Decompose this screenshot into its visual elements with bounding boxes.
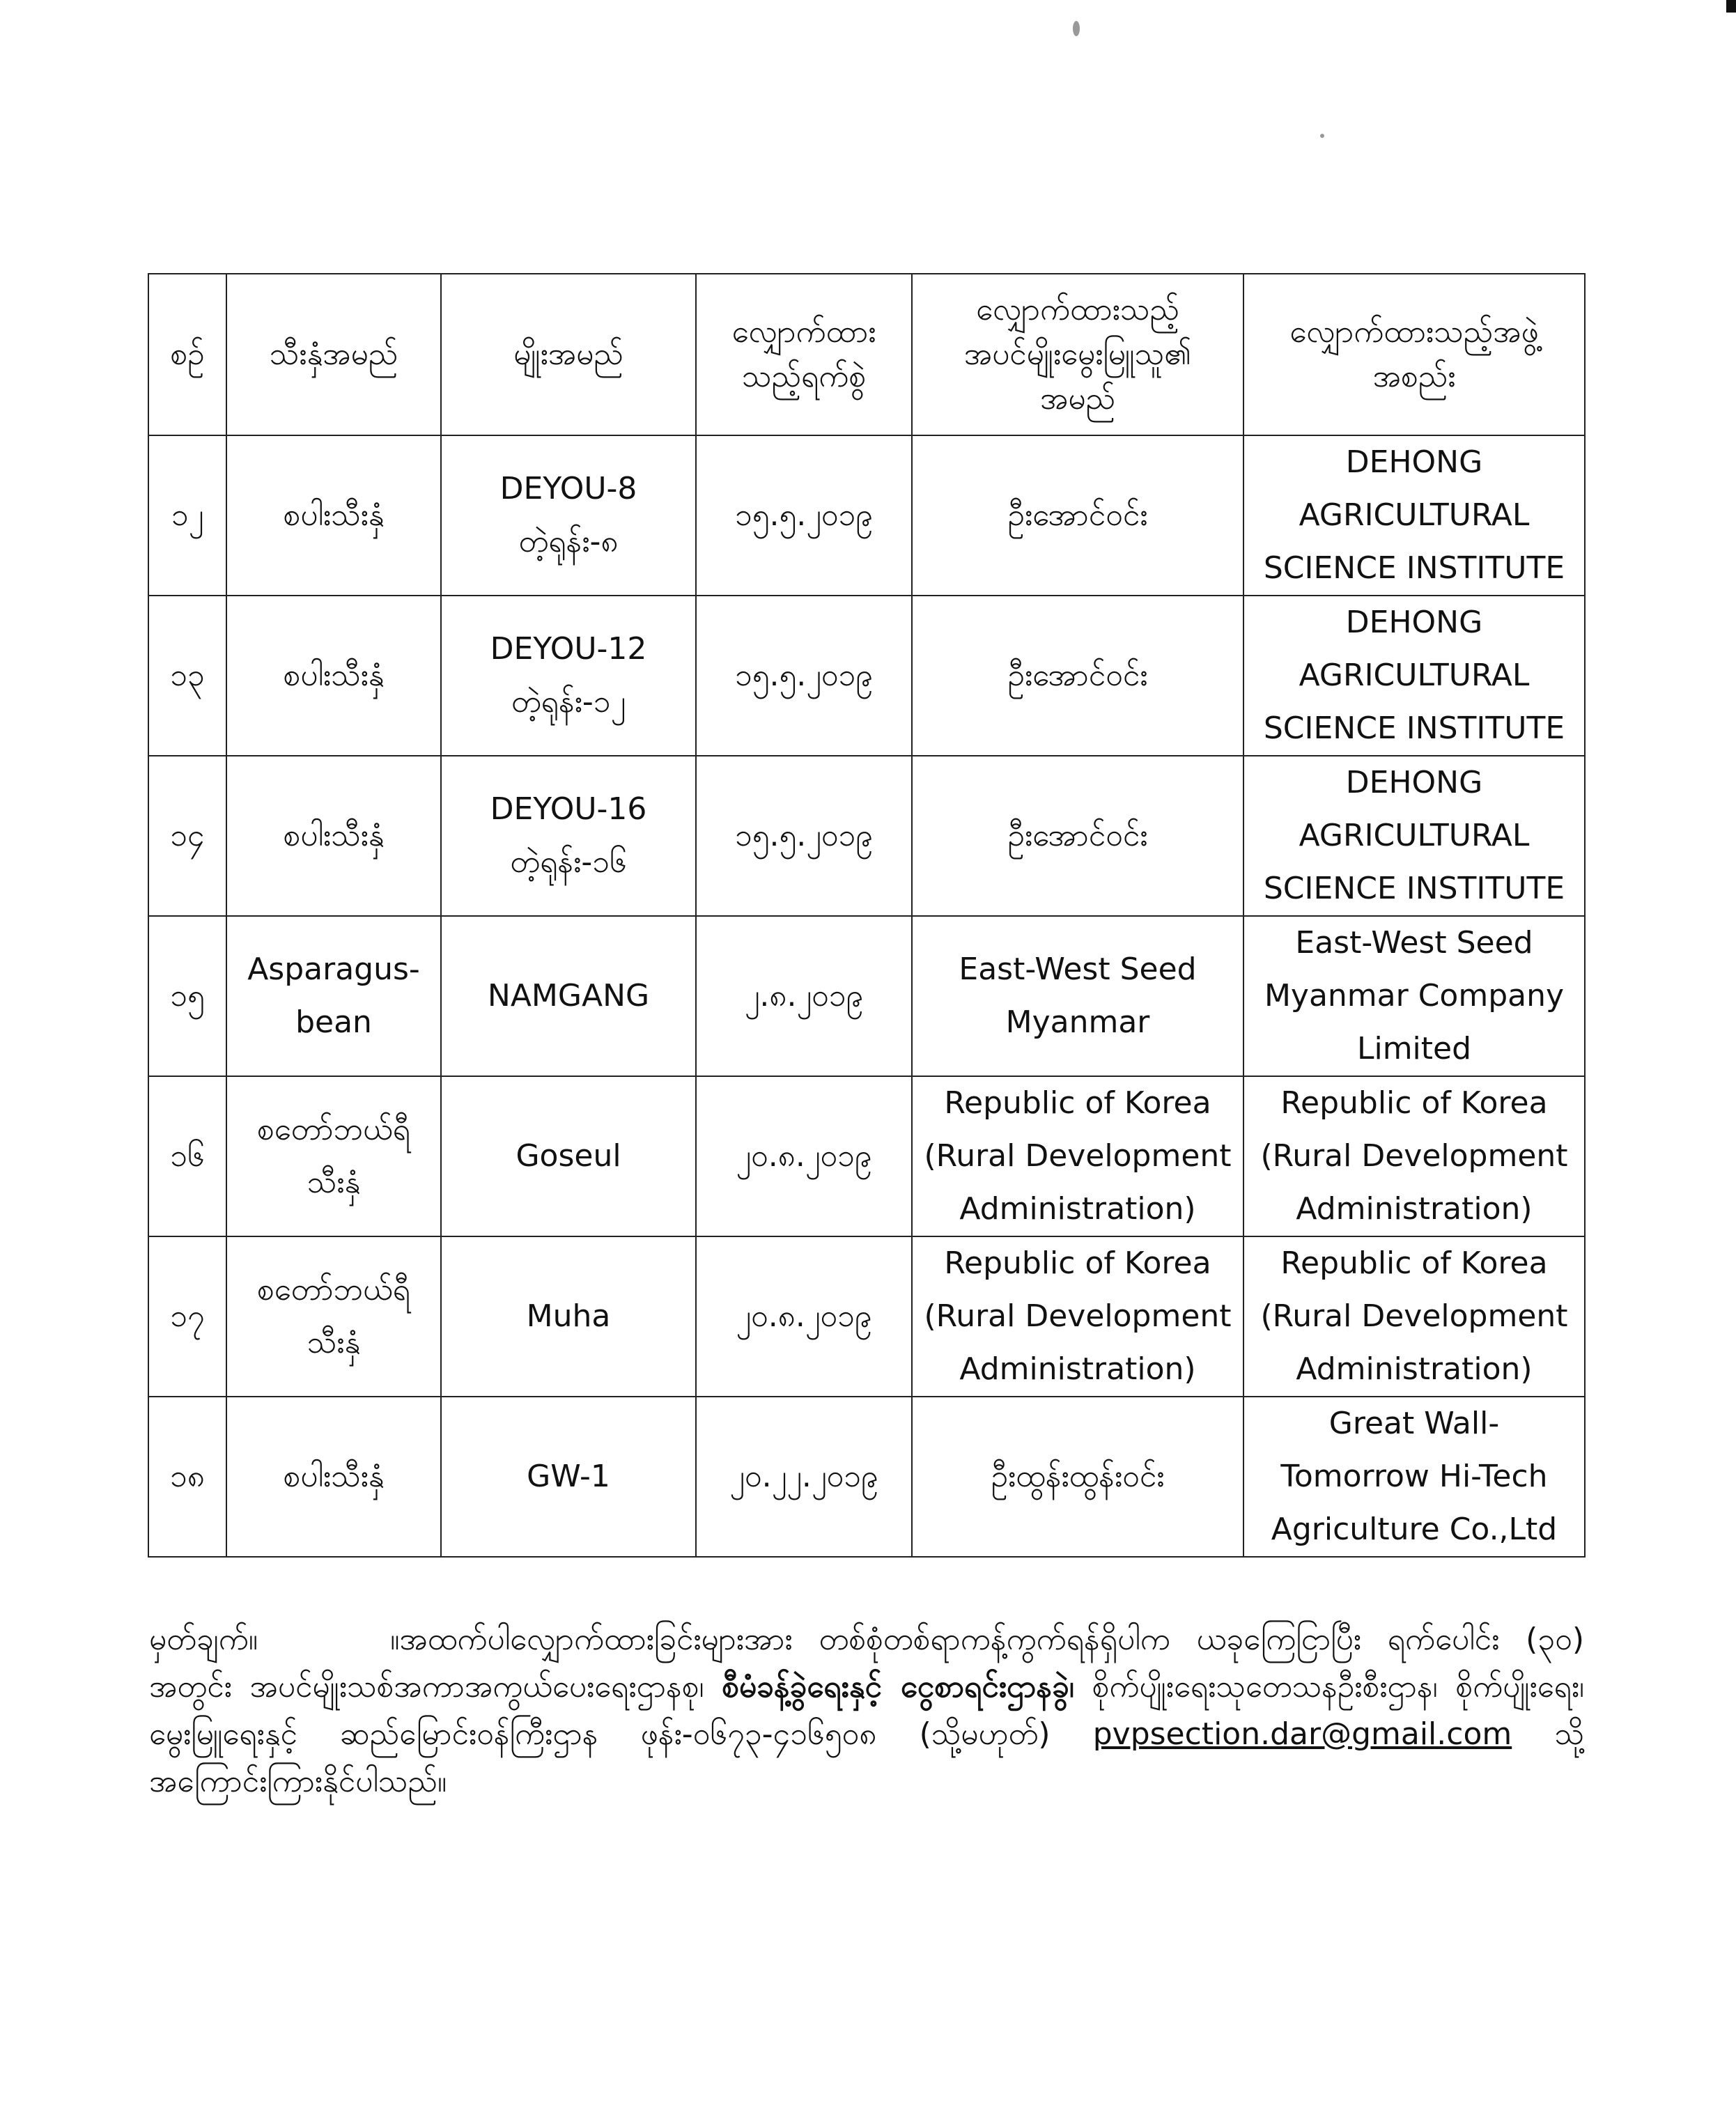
table-row bbox=[148, 756, 1585, 916]
table-row bbox=[148, 596, 1585, 756]
cell-breeder-name: ဦးထွန်းထွန်းဝင်း bbox=[912, 1397, 1243, 1557]
scan-edge-mark bbox=[1726, 0, 1736, 13]
table-row bbox=[148, 1236, 1585, 1397]
cell-application-date: ၂၀.၂၂.၂၀၁၉ bbox=[696, 1397, 912, 1557]
remarks-contact-text: စိုက်ပျိုးရေးသုတေသနဦးစီးဌာန၊ စိုက်ပျိုးရေး၊ မွေးမြူရေးနှင့် ဆည်မြောင်းဝန်ကြီးဌာန ဖုန်း-၀၆၇၃-၄၁၆၅၀၈ (သို့မဟုတ်) bbox=[149, 1669, 1584, 1752]
cell-serial-no: ၁၂ bbox=[148, 435, 226, 596]
cell-applicant-organization: DEHONG AGRICULTURAL SCIENCE INSTITUTE bbox=[1243, 435, 1585, 596]
table-header-row bbox=[148, 274, 1585, 435]
cell-crop-name: Asparagus- bean bbox=[226, 916, 441, 1076]
cell-breeder-name: ဦးအောင်ဝင်း bbox=[912, 596, 1243, 756]
cell-variety-name: DEYOU-12 တဲ့ရုန်း-၁၂ bbox=[441, 596, 696, 756]
table-row bbox=[148, 1076, 1585, 1236]
cell-crop-name: စပါးသီးနှံ bbox=[226, 756, 441, 916]
cell-applicant-organization: Republic of Korea (Rural Development Administration) bbox=[1243, 1076, 1585, 1236]
registration-table bbox=[148, 273, 1586, 1558]
header-breeder-name: လျှောက်ထားသည့် အပင်မျိုးမွေးမြူသူ၏ အမည် bbox=[912, 274, 1243, 435]
cell-applicant-organization: Great Wall- Tomorrow Hi-Tech Agriculture Co.,Ltd bbox=[1243, 1397, 1585, 1557]
cell-applicant-organization: DEHONG AGRICULTURAL SCIENCE INSTITUTE bbox=[1243, 756, 1585, 916]
cell-crop-name: စပါးသီးနှံ bbox=[226, 1397, 441, 1557]
cell-breeder-name: ဦးအောင်ဝင်း bbox=[912, 435, 1243, 596]
cell-applicant-organization: Republic of Korea (Rural Development Administration) bbox=[1243, 1236, 1585, 1397]
cell-variety-name: GW-1 bbox=[441, 1397, 696, 1557]
cell-serial-no: ၁၈ bbox=[148, 1397, 226, 1557]
contact-email-link[interactable]: pvpsection.dar@gmail.com bbox=[1092, 1716, 1512, 1752]
header-variety-name: မျိုးအမည် bbox=[441, 274, 696, 435]
cell-serial-no: ၁၇ bbox=[148, 1236, 226, 1397]
cell-variety-name: DEYOU-8 တဲ့ရုန်း-၈ bbox=[441, 435, 696, 596]
cell-breeder-name: ဦးအောင်ဝင်း bbox=[912, 756, 1243, 916]
scan-speck bbox=[1073, 21, 1080, 36]
cell-application-date: ၁၅.၅.၂၀၁၉ bbox=[696, 756, 912, 916]
cell-application-date: ၁၅.၅.၂၀၁၉ bbox=[696, 435, 912, 596]
cell-crop-name: စပါးသီးနှံ bbox=[226, 435, 441, 596]
scan-speck bbox=[1320, 134, 1324, 138]
header-crop-name: သီးနှံအမည် bbox=[226, 274, 441, 435]
cell-applicant-organization: East-West Seed Myanmar Company Limited bbox=[1243, 916, 1585, 1076]
cell-crop-name: စတော်ဘယ်ရီ သီးနှံ bbox=[226, 1236, 441, 1397]
header-serial-no: စဉ် bbox=[148, 274, 226, 435]
cell-variety-name: NAMGANG bbox=[441, 916, 696, 1076]
cell-variety-name: Muha bbox=[441, 1236, 696, 1397]
cell-breeder-name: East-West Seed Myanmar bbox=[912, 916, 1243, 1076]
remarks-department: စီမံခန့်ခွဲရေးနှင့် ငွေစာရင်းဌာနခွဲ၊ bbox=[722, 1669, 1074, 1705]
cell-crop-name: စတော်ဘယ်ရီ သီးနှံ bbox=[226, 1076, 441, 1236]
cell-variety-name: DEYOU-16 တဲ့ရုန်း-၁၆ bbox=[441, 756, 696, 916]
remarks-text: ။အထက်ပါလျှောက်ထားခြင်းများအား တစ်စုံတစ်ရာကန့်ကွက်ရန်ရှိပါက ယခုကြေငြာပြီး ရက်ပေါင်း (၃၀) အတွင်း အပင်မျိုးသစ်အကာအကွယ်ပေးရေးဌာနစု၊ bbox=[149, 1622, 1584, 1705]
remarks-closing: သို့ အကြောင်းကြားနိုင်ပါသည်။ bbox=[149, 1716, 1584, 1799]
table-row bbox=[148, 916, 1585, 1076]
cell-breeder-name: Republic of Korea (Rural Development Administration) bbox=[912, 1076, 1243, 1236]
cell-serial-no: ၁၆ bbox=[148, 1076, 226, 1236]
cell-serial-no: ၁၅ bbox=[148, 916, 226, 1076]
header-application-date: လျှောက်ထား သည့်ရက်စွဲ bbox=[696, 274, 912, 435]
cell-variety-name: Goseul bbox=[441, 1076, 696, 1236]
cell-applicant-organization: DEHONG AGRICULTURAL SCIENCE INSTITUTE bbox=[1243, 596, 1585, 756]
remarks-paragraph bbox=[149, 1616, 1584, 1806]
cell-serial-no: ၁၄ bbox=[148, 756, 226, 916]
remarks-label: မှတ်ချက်။ bbox=[149, 1622, 258, 1657]
cell-crop-name: စပါးသီးနှံ bbox=[226, 596, 441, 756]
table-row bbox=[148, 435, 1585, 596]
cell-application-date: ၂၀.၈.၂၀၁၉ bbox=[696, 1236, 912, 1397]
cell-application-date: ၂၀.၈.၂၀၁၉ bbox=[696, 1076, 912, 1236]
cell-serial-no: ၁၃ bbox=[148, 596, 226, 756]
table-row bbox=[148, 1397, 1585, 1557]
cell-application-date: ၂.၈.၂၀၁၉ bbox=[696, 916, 912, 1076]
cell-breeder-name: Republic of Korea (Rural Development Administration) bbox=[912, 1236, 1243, 1397]
header-applicant-organization: လျှောက်ထားသည့်အဖွဲ့ အစည်း bbox=[1243, 274, 1585, 435]
cell-application-date: ၁၅.၅.၂၀၁၉ bbox=[696, 596, 912, 756]
